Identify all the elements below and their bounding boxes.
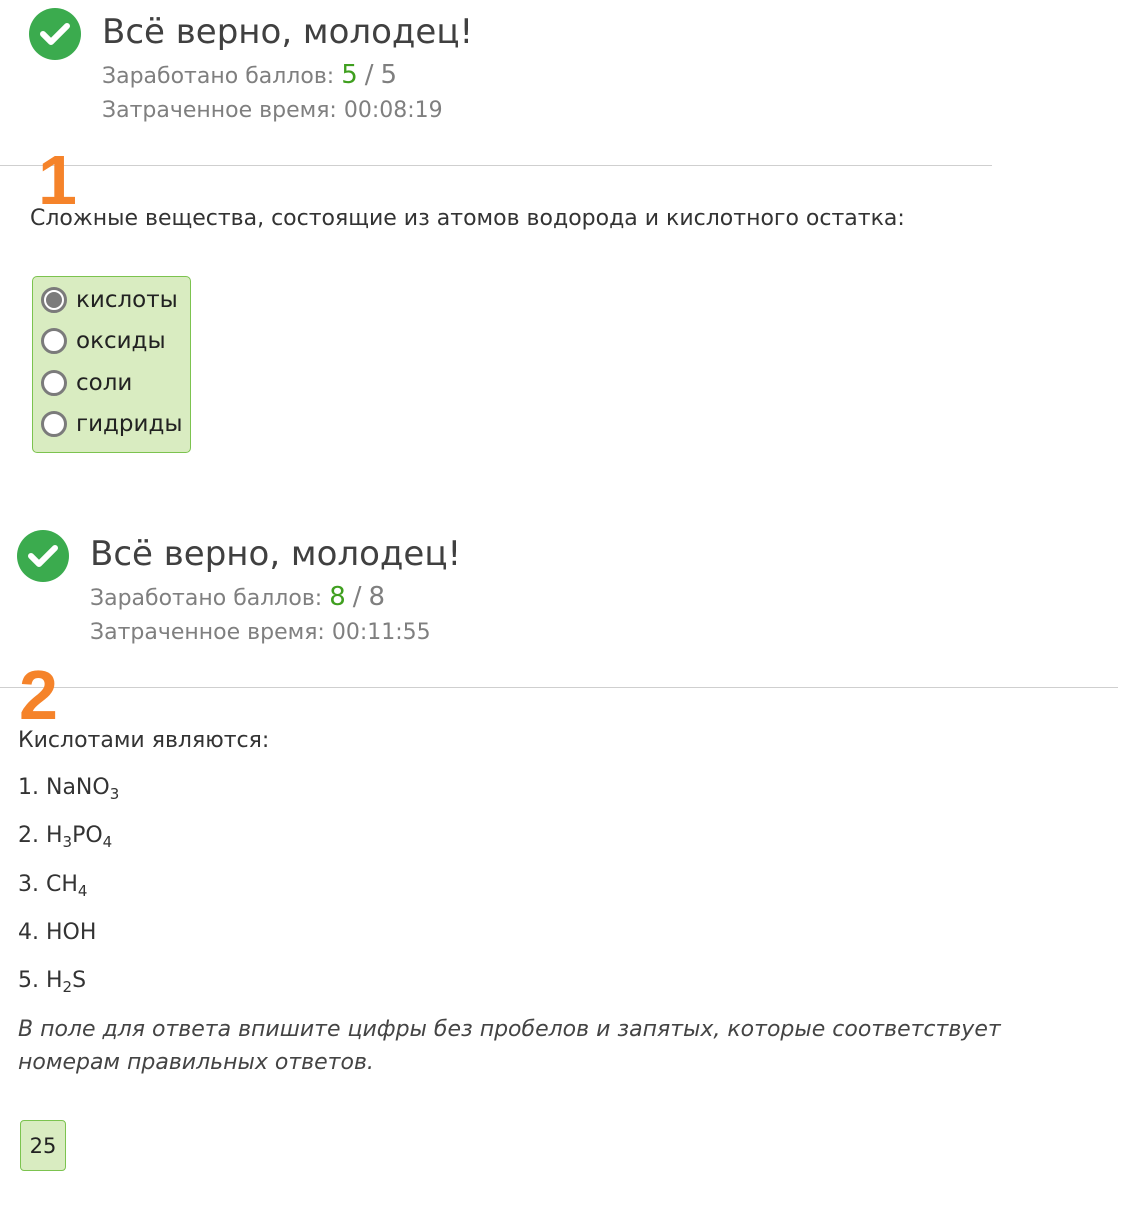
- radio-unselected[interactable]: [41, 370, 67, 396]
- formula-item: 5. $H_2S$: [18, 968, 87, 996]
- score-max: 8: [368, 582, 386, 612]
- formula-item: 1. NaNO$_3$: [18, 775, 120, 803]
- radio-unselected[interactable]: [41, 411, 67, 437]
- time-line: [102, 98, 443, 123]
- option-label: кислоты: [76, 287, 178, 313]
- option-soli[interactable]: [41, 366, 132, 400]
- question-number: 1: [38, 141, 77, 219]
- option-label: гидриды: [76, 411, 183, 437]
- question-number: 2: [19, 656, 58, 734]
- option-label: соли: [76, 370, 133, 396]
- score-label: Заработано баллов:: [102, 64, 335, 89]
- time-line: [90, 620, 431, 645]
- radio-unselected[interactable]: [41, 328, 67, 354]
- score-label: Заработано баллов:: [90, 586, 323, 611]
- score-line: [102, 60, 397, 90]
- question-text: Кислотами являются:: [18, 728, 270, 753]
- option-gidridy[interactable]: [41, 407, 183, 441]
- answer-field[interactable]: 25: [20, 1120, 66, 1171]
- check-circle-icon: [17, 530, 69, 582]
- instruction-text: В поле для ответа впишите цифры без пробелов и запятых, которые соответствует номерам правильных ответов.: [18, 1017, 1001, 1075]
- time-label: Затраченное время:: [90, 620, 325, 645]
- answer-options: [32, 276, 191, 453]
- divider: [0, 165, 992, 166]
- score-separator: /: [352, 582, 362, 612]
- divider: [0, 687, 1118, 688]
- score-max: 5: [380, 60, 398, 90]
- score-earned: 5: [341, 60, 358, 90]
- result-title: Всё верно, молодец!: [90, 534, 462, 574]
- formula-item: 3. $CH_4$: [18, 872, 88, 900]
- formula-item: 4. HOH: [18, 920, 97, 945]
- option-oksidy[interactable]: [41, 324, 166, 358]
- formula-item: 2. $H_3PO_4$: [18, 823, 113, 851]
- time-value: 00:08:19: [343, 98, 443, 123]
- score-line: [90, 582, 385, 612]
- check-circle-icon: [29, 8, 81, 60]
- radio-selected[interactable]: [41, 287, 67, 313]
- option-label: оксиды: [76, 328, 166, 354]
- question-text: Сложные вещества, состоящие из атомов водорода и кислотного остатка:: [30, 206, 905, 231]
- score-earned: 8: [329, 582, 346, 612]
- option-kisloty[interactable]: [41, 283, 178, 317]
- score-separator: /: [364, 60, 374, 90]
- time-value: 00:11:55: [331, 620, 431, 645]
- time-label: Затраченное время:: [102, 98, 337, 123]
- result-title: Всё верно, молодец!: [102, 12, 474, 52]
